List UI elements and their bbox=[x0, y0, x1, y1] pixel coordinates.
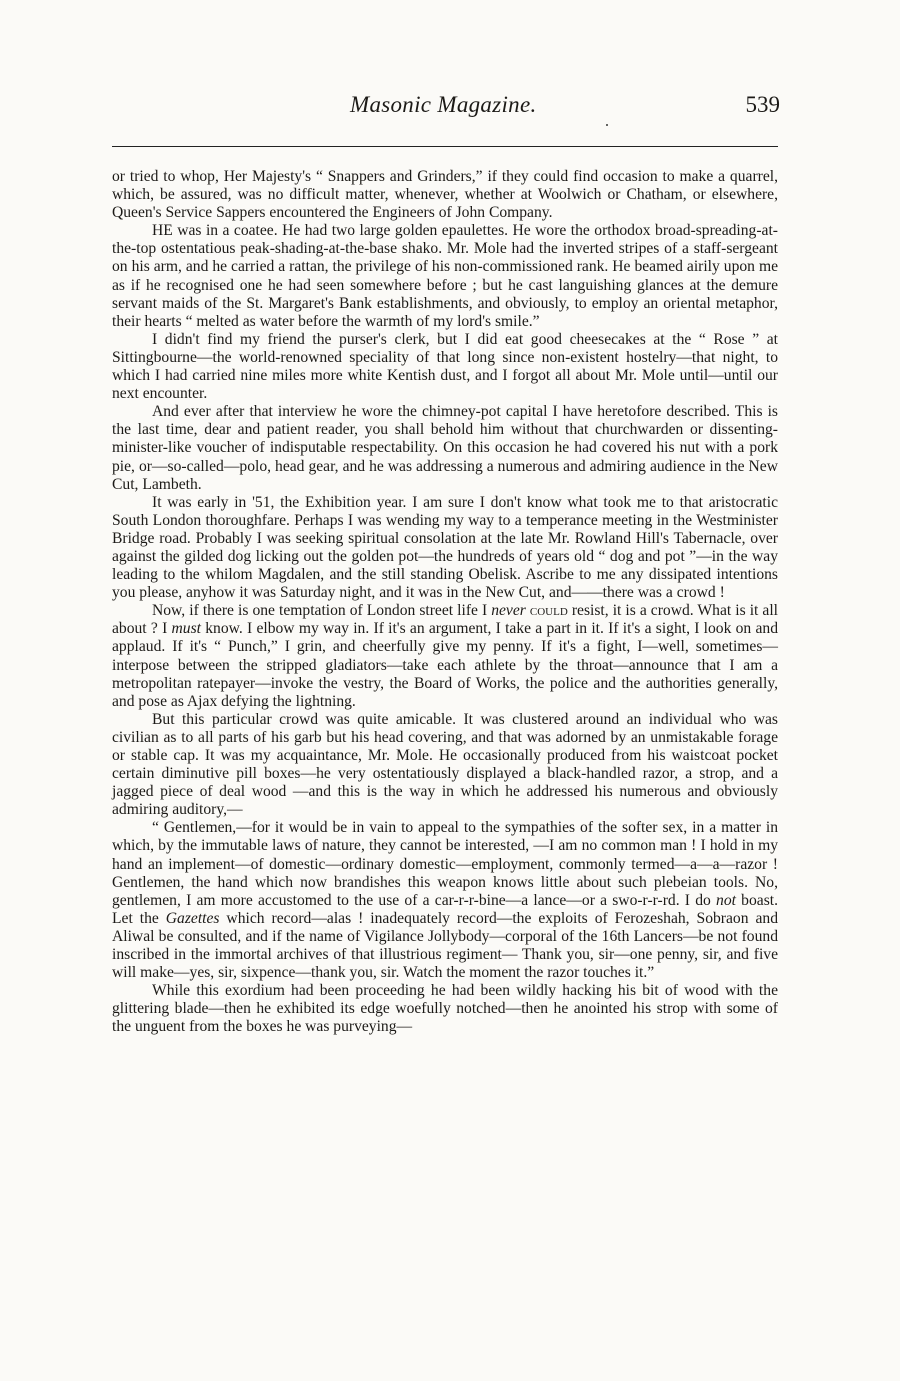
paragraph-8-part-e: which record—alas ! inadequately record—the exploits of Ferozeshah, Sobraon and Aliwal be consulted, and if the name of Vigilance Jollybody—corporal of the 16th Lancers—be not found inscribed in the immortal archives of that illustrious regiment— Thank you, sir—one penny, sir, and five will make—yes, sir, sixpence—thank you, sir. Watch the moment the razor touches it.” bbox=[112, 909, 778, 982]
paragraph-6-part-a: Now, if there is one temptation of London street life I bbox=[152, 602, 492, 620]
paragraph-7: But this particular crowd was quite amicable. It was clustered around an individual who was civilian as to all parts of his garb but his head covering, and that was adorned by an unmistakable forage or stable cap. It was my acquaintance, Mr. Mole. He occasionally produced from his waistcoat pocket certain diminutive pill boxes—he very ostentatiously displayed a black-handled razor, a strop, and a jagged piece of deal wood —and this is the way in which he addressed his numerous and obviously admiring auditory,— bbox=[112, 710, 778, 819]
paragraph-8-part-c: boast. Let the bbox=[112, 891, 778, 927]
paragraph-4: And ever after that interview he wore the chimney-pot capital I have heretofore described. This is the last time, dear and patient reader, you shall behold him without that churchwarden or dissenting-minister-like voucher of indisputable respectability. On this occasion he had covered his nut with a pork pie, or—so-called—polo, head gear, and he was addressing a numerous and admiring audience in the New Cut, Lambeth. bbox=[112, 403, 778, 493]
small-caps-could: could bbox=[529, 602, 568, 620]
print-speck bbox=[606, 124, 608, 126]
paragraph-6-part-d: resist, it is a crowd. What is it all about ? I bbox=[112, 602, 778, 638]
paragraph-5: It was early in '51, the Exhibition year. I am sure I don't know what took me to that aristocratic South London thoroughfare. Perhaps I was wending my way to a temperance meeting in the Westminister Bridge road. Probably I was seeking spiritual consolation at the late Mr. Rowland Hill's Tabernacle, over against the gilded dog licking out the golden pot—the hundreds of years old “ dog and pot ”—in the way leading to the whilom Magdalen, and the still standing Obelisk. Ascribe to me any dissipated intentions you please, anyhow it was Saturday night, and it was in the New Cut, and——there was a crowd ! bbox=[112, 493, 778, 602]
running-title: Masonic Magazine. bbox=[350, 92, 537, 117]
paragraph-9: While this exordium had been proceeding he had been wildly hacking his bit of wood with the glittering blade—then he exhibited its edge woefully notched—then he anointed his strop with some of the unguent from the boxes he was purveying— bbox=[112, 982, 778, 1036]
emphasis-must: must bbox=[171, 620, 201, 638]
paragraph-6 bbox=[112, 602, 778, 711]
header-rule bbox=[112, 146, 778, 147]
emphasis-gazettes: Gazettes bbox=[165, 909, 220, 927]
article-body bbox=[112, 168, 778, 1037]
paragraph-2: HE was in a coatee. He had two large golden epaulettes. He wore the orthodox broad-spreading-at-the-top ostentatious peak-shading-at-the-base shako. Mr. Mole had the inverted stripes of a staff-sergeant on his arm, and he carried a rattan, the privilege of his non-commissioned rank. He beamed airily upon me as if he recognised one he had seen somewhere before ; but he cast languishing glances at the demure servant maids of the St. Margaret's Bank establishments, and obviously, to employ an oriental metaphor, their hearts “ melted as water before the warmth of my lord's smile.” bbox=[112, 222, 778, 330]
emphasis-not: not bbox=[716, 891, 736, 909]
emphasis-never: never bbox=[491, 602, 526, 620]
page-number: 539 bbox=[745, 92, 780, 117]
paragraph-8-part-a: “ Gentlemen,—for it would be in vain to appeal to the sympathies of the softer sex, in a matter in which, by the immutable laws of nature, they cannot be interested, —I am no common man ! I hold in my hand an implement—of domestic—ordinary domestic—employment, commonly termed—a—a—razor ! Gentlemen, the hand which now brandishes this weapon knows little about such plebeian tools. No, gentlemen, I am more accustomed to the use of a car-r-r-bine—a lance—or a swo-r-r-rd. I do bbox=[112, 819, 778, 909]
paragraph-6-part-f: know. I elbow my way in. If it's an argument, I take a part in it. If it's a sight, I look on and applaud. If it's “ Punch,” I grin, and cheerfully give my penny. If it's a fight, I—well, sometimes—interpose between the stripped gladiators—take each athlete by the throat—announce that I am a metropolitan ratepayer—invoke the vestry, the Board of Works, the police and the authorities generally, and pose as Ajax defying the lightning. bbox=[112, 620, 778, 710]
paragraph-1: or tried to whop, Her Majesty's “ Snappers and Grinders,” if they could find occasion to make a quarrel, which, be assured, was no difficult matter, whenever, whether at Woolwich or Chatham, or elsewhere, Queen's Service Sappers encountered the Engineers of John Company. bbox=[112, 168, 778, 222]
paragraph-8 bbox=[112, 819, 778, 982]
running-head bbox=[112, 92, 792, 124]
paragraph-3: I didn't find my friend the purser's clerk, but I did eat good cheesecakes at the “ Rose ” at Sittingbourne—the world-renowned speciality of that long since non-existent hostelry—that night, to which I had carried nine miles more white Kentish dust, and I forgot all about Mr. Mole until—until our next encounter. bbox=[112, 330, 778, 403]
